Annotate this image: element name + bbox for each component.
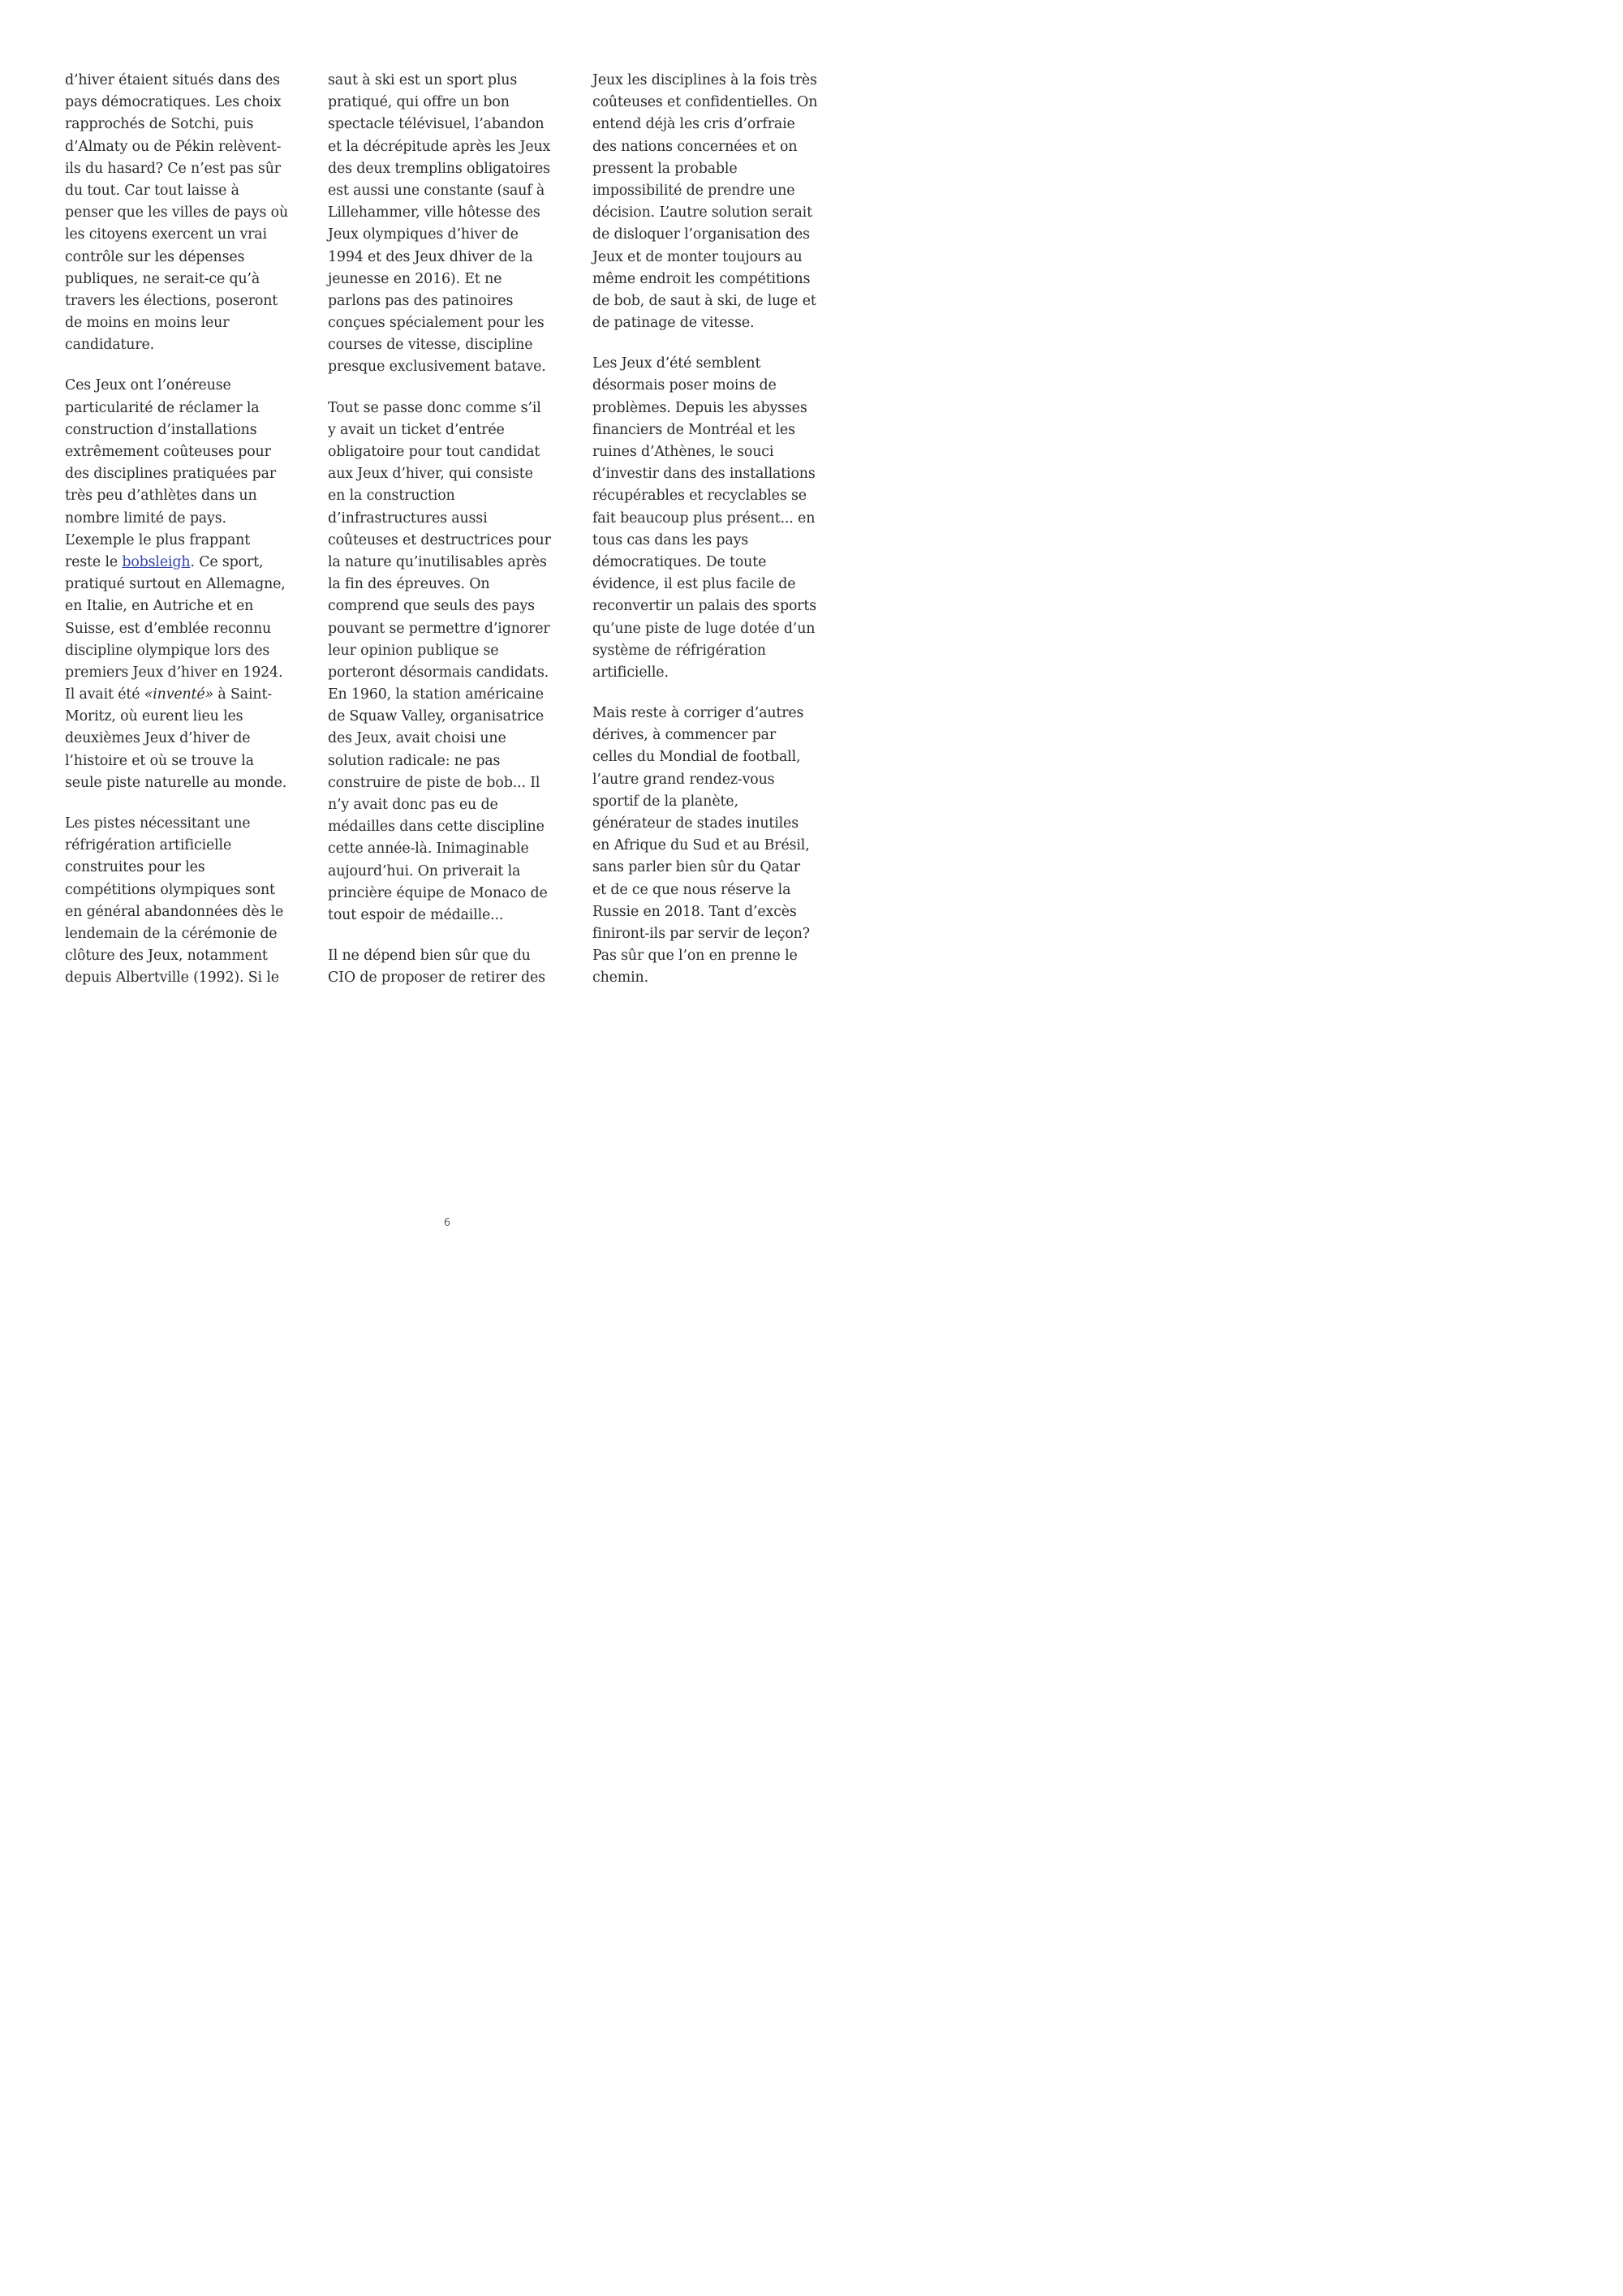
text-line: courses de vitesse, discipline <box>328 337 533 354</box>
text-line: spectacle télévisuel, l’abandon <box>328 116 545 133</box>
paragraph <box>65 813 308 990</box>
text-line: démocratiques. De toute <box>592 553 767 570</box>
text-line: contrôle sur les dépenses <box>65 248 245 265</box>
text-line: en Afrique du Sud et au Brésil, <box>592 837 810 854</box>
text-line: les citoyens exercent un vrai <box>65 226 267 243</box>
text-line: candidature. <box>65 337 155 354</box>
text-line: y avait un ticket d’entrée <box>328 421 505 438</box>
paragraph <box>328 70 571 379</box>
text-line: Lillehammer, ville hôtesse des <box>328 204 540 221</box>
paragraph <box>65 70 308 356</box>
text-line: Jeux olympiques d’hiver de <box>328 226 519 243</box>
text-line: porteront désormais candidats. <box>328 664 549 681</box>
text-line: penser que les villes de pays où <box>65 204 288 221</box>
text-line: médailles dans cette discipline <box>328 819 545 836</box>
paragraph-spacer <box>328 379 571 398</box>
text-line-with-italic <box>65 684 308 706</box>
text-line: extrêmement coûteuses pour <box>65 444 271 460</box>
text-line: obligatoire pour tout candidat <box>328 444 540 460</box>
text-line: 1994 et des Jeux dhiver de la <box>328 248 533 265</box>
text-line: ils du hasard? Ce n’est pas sûr <box>65 160 281 177</box>
text-line: depuis Albertville (1992). Si le <box>65 970 279 987</box>
text-line: princière équipe de Monaco de <box>328 884 548 901</box>
text-line: fait beaucoup plus présent... en <box>592 510 816 527</box>
text-line: Jeux et de monter toujours au <box>592 248 803 265</box>
text-line: particularité de réclamer la <box>65 399 260 416</box>
text-line: lendemain de la cérémonie de <box>65 925 278 942</box>
text-fragment: à Saint- <box>213 686 273 703</box>
paragraph-spacer <box>328 927 571 945</box>
text-line: Il ne dépend bien sûr que du <box>328 948 531 965</box>
text-line: CIO de proposer de retirer des <box>328 970 545 987</box>
paragraph <box>592 353 836 684</box>
text-line: tous cas dans les pays <box>592 531 749 548</box>
text-line: Suisse, est d’emblée reconnu <box>65 620 272 637</box>
text-line: d’hiver étaient situés dans des <box>65 72 280 88</box>
text-line: deuxièmes Jeux d’hiver de <box>65 730 251 747</box>
text-line: Mais reste à corriger d’autres <box>592 705 804 722</box>
text-fragment: reste le <box>65 553 123 570</box>
text-line: travers les élections, poseront <box>65 292 278 309</box>
text-line: Les pistes nécessitant une <box>65 815 251 832</box>
text-line: est aussi une constante (sauf à <box>328 182 545 199</box>
paragraph-spacer <box>65 356 308 375</box>
text-line: de Squaw Valley, organisatrice <box>328 708 545 725</box>
text-line: Les Jeux d’été semblent <box>592 355 761 372</box>
text-line: pratiqué surtout en Allemagne, <box>65 576 286 593</box>
text-line: système de réfrigération <box>592 642 766 659</box>
text-line: Russie en 2018. Tant d’excès <box>592 903 797 920</box>
text-line: des nations concernées et on <box>592 138 798 155</box>
text-line: pays démocratiques. Les choix <box>65 94 282 111</box>
text-line: Jeux les disciplines à la fois très <box>592 72 817 88</box>
text-line: premiers Jeux d’hiver en 1924. <box>65 664 283 681</box>
text-line: pouvant se permettre d’ignorer <box>328 620 550 637</box>
document-page <box>0 0 894 1266</box>
text-line: Pas sûr que l’on en prenne le <box>592 948 798 965</box>
text-line: entend déjà les cris d’orfraie <box>592 116 795 133</box>
text-line: la nature qu’inutilisables après <box>328 553 547 570</box>
paragraph <box>592 70 836 334</box>
text-line: en Italie, en Autriche et en <box>65 598 254 615</box>
text-line: jeunesse en 2016). Et ne <box>328 270 502 287</box>
text-line: reconvertir un palais des sports <box>592 598 817 615</box>
text-line: Moritz, où eurent lieu les <box>65 708 243 725</box>
page-number: 6 <box>443 1217 451 1229</box>
text-line: désormais poser moins de <box>592 377 777 394</box>
text-line: coûteuses et destructrices pour <box>328 531 551 548</box>
text-line: leur opinion publique se <box>328 642 499 659</box>
italic-quote: «inventé» <box>144 686 214 703</box>
text-line: construire de piste de bob... Il <box>328 774 540 791</box>
text-line: de disloquer l’organisation des <box>592 226 810 243</box>
text-line: et la décrépitude après les Jeux <box>328 138 551 155</box>
text-line: problèmes. Depuis les abysses <box>592 399 807 416</box>
text-line: très peu d’athlètes dans un <box>65 488 257 505</box>
text-line: aujourd’hui. On priverait la <box>328 862 521 879</box>
text-line: comprend que seuls des pays <box>328 598 535 615</box>
text-line: cette année-là. Inimaginable <box>328 841 529 858</box>
text-line: évidence, il est plus facile de <box>592 576 796 593</box>
text-line: seule piste naturelle au monde. <box>65 774 287 791</box>
paragraph <box>65 375 308 794</box>
bobsleigh-link[interactable]: bobsleigh <box>122 553 191 570</box>
text-column-3 <box>592 70 836 990</box>
paragraph-spacer <box>592 334 836 353</box>
text-line: impossibilité de prendre une <box>592 182 795 199</box>
text-line: dérives, à commencer par <box>592 727 777 744</box>
text-line: générateur de stades inutiles <box>592 815 799 832</box>
text-line: celles du Mondial de football, <box>592 749 801 766</box>
text-line: même endroit les compétitions <box>592 270 811 287</box>
text-line: l’histoire et où se trouve la <box>65 752 254 769</box>
text-line: discipline olympique lors des <box>65 642 270 659</box>
text-line: des Jeux, avait choisi une <box>328 730 506 747</box>
text-line: sans parler bien sûr du Qatar <box>592 859 800 876</box>
text-line: d’investir dans des installations <box>592 466 816 483</box>
text-line: conçues spécialement pour les <box>328 315 545 332</box>
text-line: n’y avait donc pas eu de <box>328 797 498 813</box>
text-line: finiront-ils par servir de leçon? <box>592 925 810 942</box>
text-line: de patinage de vitesse. <box>592 315 755 332</box>
text-line: et de ce que nous réserve la <box>592 881 791 898</box>
text-line: clôture des Jeux, notamment <box>65 948 268 965</box>
text-line: solution radicale: ne pas <box>328 752 501 769</box>
paragraph-spacer <box>592 684 836 703</box>
text-line: parlons pas des patinoires <box>328 292 514 309</box>
text-column-2 <box>328 70 571 990</box>
text-line: d’Almaty ou de Pékin relèvent- <box>65 138 282 155</box>
text-line: publiques, ne serait-ce qu’à <box>65 270 260 287</box>
text-line: de bob, de saut à ski, de luge et <box>592 292 816 309</box>
text-line: chemin. <box>592 970 648 987</box>
text-line: presque exclusivement batave. <box>328 359 546 376</box>
text-column-1 <box>65 70 308 990</box>
text-line: en général abandonnées dès le <box>65 903 284 920</box>
paragraph <box>328 398 571 927</box>
text-line: pratiqué, qui offre un bon <box>328 94 510 111</box>
text-line-with-link <box>65 552 308 574</box>
text-line: en la construction <box>328 488 455 505</box>
text-line: aux Jeux d’hiver, qui consiste <box>328 466 533 483</box>
text-fragment: . Ce sport, <box>190 553 264 570</box>
text-line: ruines d’Athènes, le souci <box>592 444 774 460</box>
text-line: saut à ski est un sport plus <box>328 72 518 88</box>
text-line: coûteuses et confidentielles. On <box>592 94 818 111</box>
paragraph-spacer <box>65 794 308 813</box>
text-line: sportif de la planète, <box>592 793 738 810</box>
text-line: nombre limité de pays. <box>65 510 226 527</box>
text-line: Tout se passe donc comme s’il <box>328 399 541 416</box>
text-line: du tout. Car tout laisse à <box>65 182 239 199</box>
text-line: rapprochés de Sotchi, puis <box>65 116 254 133</box>
text-line: qu’une piste de luge dotée d’un <box>592 620 816 637</box>
text-line: Ces Jeux ont l’onéreuse <box>65 377 231 394</box>
text-line: des disciplines pratiquées par <box>65 466 277 483</box>
text-line: tout espoir de médaille... <box>328 906 504 923</box>
paragraph <box>592 703 836 989</box>
text-fragment: Il avait été <box>65 686 144 703</box>
text-line: construction d’installations <box>65 421 257 438</box>
text-line: construites pour les <box>65 859 205 876</box>
text-line: d’infrastructures aussi <box>328 510 488 527</box>
text-line: En 1960, la station américaine <box>328 686 544 703</box>
text-line: des deux tremplins obligatoires <box>328 160 550 177</box>
text-line: réfrigération artificielle <box>65 837 232 854</box>
text-line: compétitions olympiques sont <box>65 881 275 898</box>
text-line: financiers de Montréal et les <box>592 421 795 438</box>
text-line: récupérables et recyclables se <box>592 488 807 505</box>
text-line: pressent la probable <box>592 160 738 177</box>
text-line: L’exemple le plus frappant <box>65 531 251 548</box>
text-line: l’autre grand rendez-vous <box>592 771 775 788</box>
text-line: la fin des épreuves. On <box>328 576 490 593</box>
text-line: décision. L’autre solution serait <box>592 204 812 221</box>
text-line: artificielle. <box>592 664 669 681</box>
text-line: de moins en moins leur <box>65 315 230 332</box>
paragraph <box>328 945 571 989</box>
